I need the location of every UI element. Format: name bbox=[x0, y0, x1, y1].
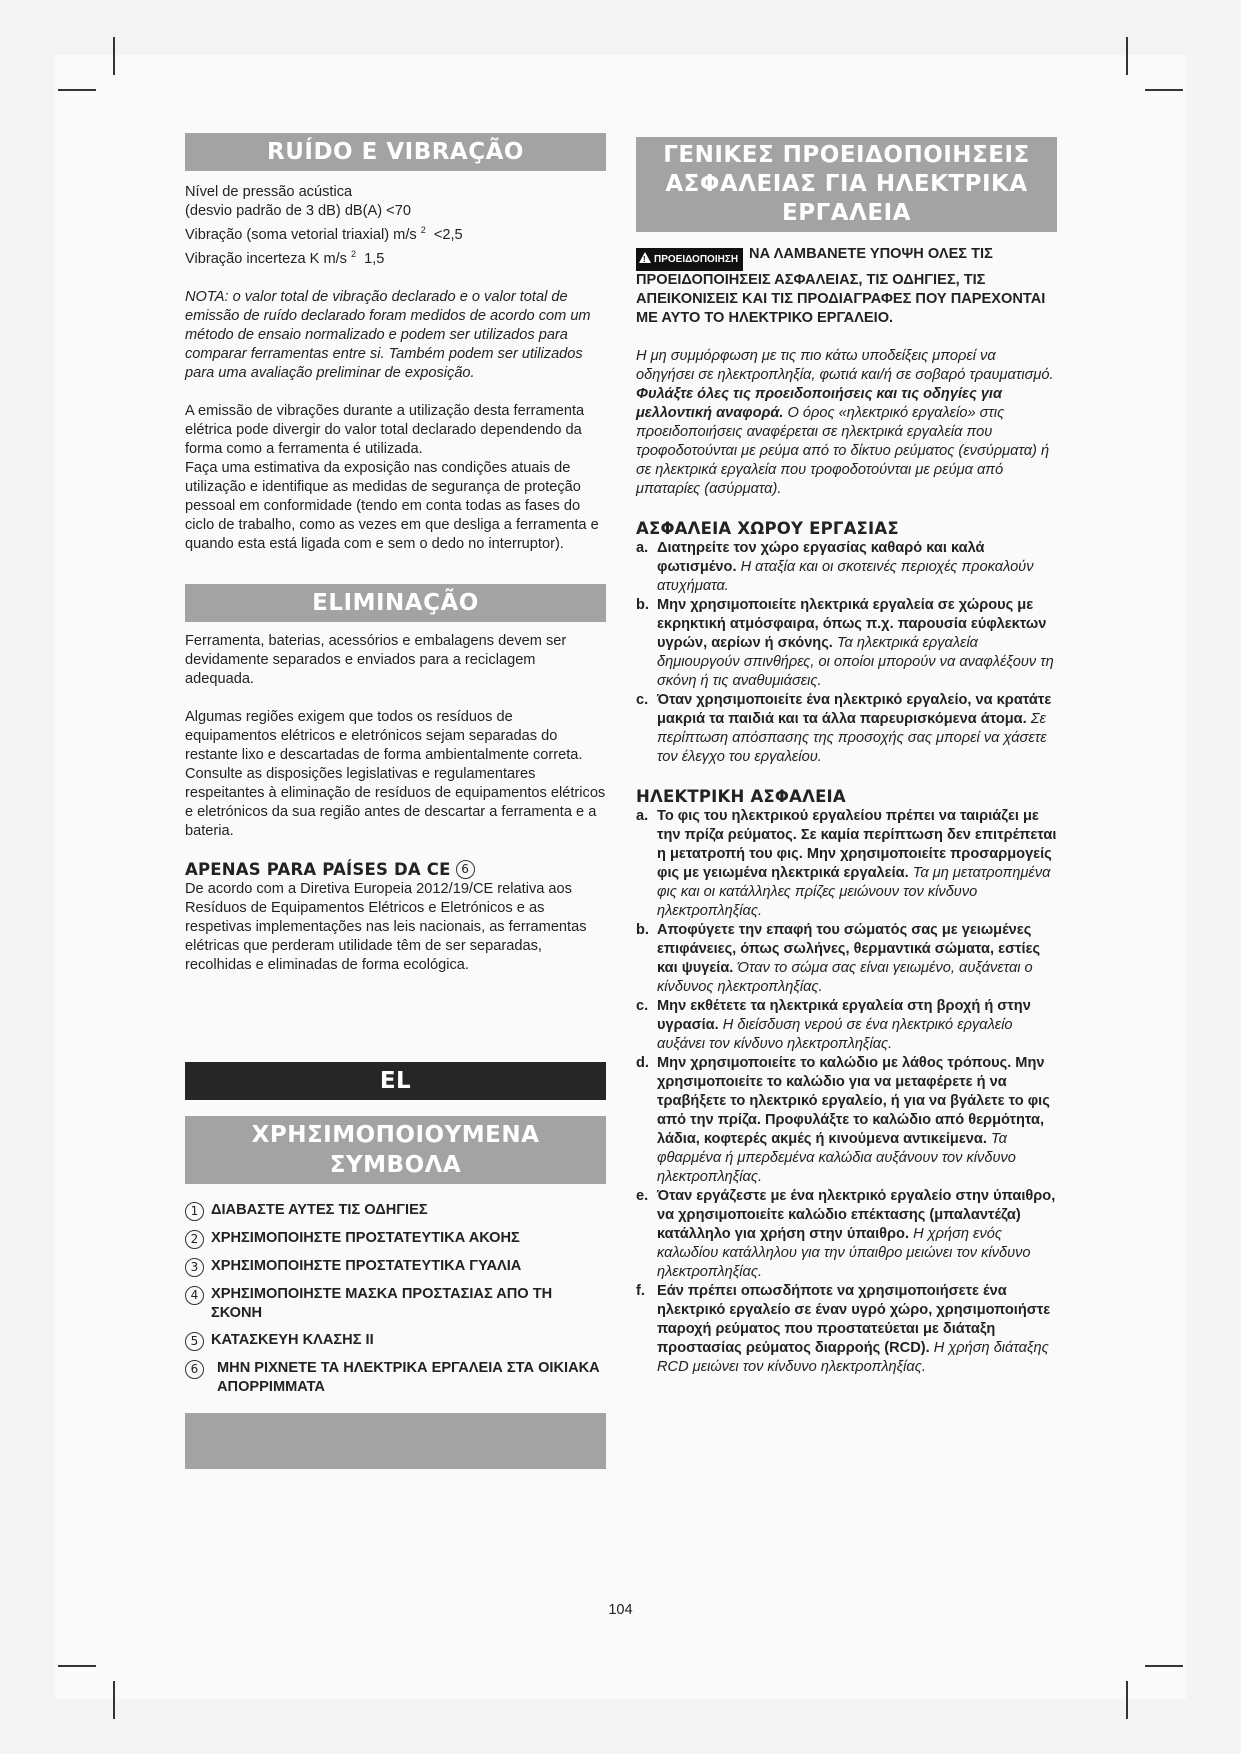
crop-mark bbox=[1145, 89, 1183, 91]
crop-mark bbox=[113, 1681, 115, 1719]
symbol-text: ΜΗΝ ΡΙΧΝΕΤΕ ΤΑ ΗΛΕΚΤΡΙΚΑ ΕΡΓΑΛΕΙΑ ΣΤΑ ΟΙΚΙΑΚΑ ΑΠΟΡΡΙΜΜΑΤΑ bbox=[217, 1359, 600, 1395]
symbol-text: ΚΑΤΑΣΚΕΥΗ ΚΛΑΣΗΣ II bbox=[211, 1331, 374, 1348]
noise-note: NOTA: o valor total de vibração declarado e o valor total de emissão de ruído declarado foram medidos de acordo com um método de ensaio normalizado e podem ser utilizados para comparar ferramentas entre si. Também podem ser utilizados para uma avaliação preliminar de exposição. bbox=[185, 288, 591, 381]
symbol-number: 5 bbox=[185, 1332, 204, 1351]
symbol-item bbox=[185, 1285, 606, 1323]
warning-block bbox=[636, 245, 1057, 328]
noise-vibration-banner: RUÍDO E VIBRAÇÃO bbox=[185, 133, 606, 171]
crop-mark bbox=[58, 1665, 96, 1667]
symbol-item bbox=[185, 1257, 606, 1277]
ce-text: De acordo com a Diretiva Europeia 2012/19/CE relativa aos Resíduos de Equipamentos Elétricos e Eletrónicos e as respetivas implementações nas leis nacionais, as ferramentas elétricas que perderam utilidade têm de ser separadas, recolhidas e eliminadas de forma ecológica. bbox=[185, 880, 587, 973]
symbol-text: ΧΡΗΣΙΜΟΠΟΙΗΣΤΕ ΜΑΣΚΑ ΠΡΟΣΤΑΣΙΑΣ ΑΠΟ ΤΗ ΣΚΟΝΗ bbox=[211, 1285, 553, 1321]
symbols-list bbox=[185, 1201, 606, 1397]
warning-triangle-icon bbox=[639, 252, 651, 263]
symbol-text: ΧΡΗΣΙΜΟΠΟΙΗΣΤΕ ΠΡΟΣΤΑΤΕΥΤΙΚΑ ΑΚΟΗΣ bbox=[211, 1229, 520, 1246]
list-item: c. Όταν χρησιμοποιείτε ένα ηλεκτρικό εργαλείο, να κρατάτε μακριά τα παιδιά και τα άλλα παρευρισκόμενα άτομα. Σε περίπτωση απόσπασης της προσοχής σας μπορεί να χάσετε τον έλεγχο του εργαλείου. bbox=[636, 692, 1052, 765]
symbol-number: 3 bbox=[185, 1258, 204, 1277]
crop-mark bbox=[1126, 37, 1128, 75]
empty-grey-banner bbox=[185, 1413, 606, 1469]
exposure-para: Faça uma estimativa da exposição nas condições atuais de utilização e identifique as medidas de segurança de proteção pessoal em conformidade (tendo em conta todas as fases do ciclo de trabalho, como as vezes em que desliga a ferramenta e quando esta está ligada com e sem o dedo no interruptor). bbox=[185, 459, 599, 552]
language-banner: EL bbox=[185, 1062, 606, 1100]
list-item: c. Μην εκθέτετε τα ηλεκτρικά εργαλεία στη βροχή ή στην υγρασία. Η διείσδυση νερού σε ένα ηλεκτρικό εργαλείο αυξάνει τον κίνδυνο ηλεκτροπληξίας. bbox=[636, 998, 1031, 1052]
spec-line: Nível de pressão acústica bbox=[185, 184, 353, 200]
list-item: f. Εάν πρέπει οπωσδήποτε να χρησιμοποιήσετε ένα ηλεκτρικό εργαλείο σε έναν υγρό χώρο, χρησιμοποιήστε παροχή ρεύματος που προστατεύεται με διάταξη προστασίας ρεύματος διαρροής (RCD). Η χρήση διάταξης RCD μειώνει τον κίνδυνο ηλεκτροπληξίας. bbox=[636, 1283, 1051, 1375]
list-item: a. Το φις του ηλεκτρικού εργαλείου πρέπει να ταιριάζει με την πρίζα ρεύματος. Σε καμία περίπτωση δεν επιτρέπεται η μετατροπή του φις. Μην χρησιμοποιείτε προσαρμογείς φις με γειωμένα ηλεκτρικά εργαλεία. Τα μη μετατροπημένα φις και οι κατάλληλες πρίζες μειώνουν τον κίνδυνο ηλεκτροπληξίας. bbox=[636, 808, 1057, 919]
symbols-banner: ΧΡΗΣΙΜΟΠΟΙΟΥΜΕΝΑ ΣΥΜΒΟΛΑ bbox=[185, 1116, 606, 1184]
weee-para: Algumas regiões exigem que todos os resíduos de equipamentos elétricos e eletrónicos sejam separadas do restante lixo e descartadas de forma ambientalmente correta. Consulte as disposições legislativas e regulamentares respeitantes à eliminação de resíduos de equipamentos elétricos e eletrónicos da sua região antes de descartar a ferramenta e a bateria. bbox=[185, 708, 606, 839]
disposal-banner: ELIMINAÇÃO bbox=[185, 584, 606, 622]
right-column bbox=[636, 137, 1057, 1377]
symbol-number: 2 bbox=[185, 1230, 204, 1249]
list-item: b. Μην χρησιμοποιείτε ηλεκτρικά εργαλεία σε χώρους με εκρηκτική ατμόσφαιρα, όπως π.χ. παρουσία εύφλεκτων υγρών, αερίων ή σκόνης. Τα ηλεκτρικά εργαλεία δημιουργούν σπινθήρες, οι οποίοι μπορούν να αναφλέξουν τη σκόνη ή τις αναθυμιάσεις. bbox=[636, 597, 1054, 689]
electrical-list bbox=[636, 807, 1057, 1377]
symbol-number: 6 bbox=[185, 1360, 204, 1379]
crop-mark bbox=[1145, 1665, 1183, 1667]
list-item: d. Μην χρησιμοποιείτε το καλώδιο με λάθος τρόπους. Μην χρησιμοποιείτε το καλώδιο για να μεταφέρετε ή να τραβήξετε το ηλεκτρικό εργαλείο, ή για να βγάλετε το φις από την πρίζα. Προφυλάξτε το καλώδιο από θερμότητα, λάδια, κοφτερές ακμές ή κινούμενα αντικείμενα. Τα φθαρμένα ή μπερδεμένα καλώδια αυξάνουν τον κίνδυνο ηλεκτροπληξίας. bbox=[636, 1055, 1050, 1185]
ce-heading-row bbox=[185, 859, 606, 880]
symbol-text: ΔΙΑΒΑΣΤΕ ΑΥΤΕΣ ΤΙΣ ΟΔΗΓΙΕΣ bbox=[211, 1201, 428, 1218]
noise-specs bbox=[185, 183, 606, 269]
intro-para: Η μη συμμόρφωση με τις πιο κάτω υποδείξεις μπορεί να οδηγήσει σε ηλεκτροπληξία, φωτιά και/ή σε σοβαρό τραυματισμό. Φυλάξτε όλες τις προειδοποιήσεις και τις οδηγίες για μελλοντική αναφορά. Ο όρος «ηλεκτρικό εργαλείο» στις προειδοποιήσεις αναφέρεται σε ηλεκτρικά εργαλεία που τροφοδοτούνται με ρεύμα από το δίκτυο ρεύματος (ενσύρματα) ή σε ηλεκτρικά εργαλεία που τροφοδοτούνται με ρεύμα από μπαταρίες (ασύρματα). bbox=[636, 348, 1054, 497]
warning-text-line: !ΠΡΟΕΙΔΟΠΟΙΗΣΗ ΝΑ ΛΑΜΒΑΝΕΤΕ ΥΠΟΨΗ ΟΛΕΣ ΤΙΣ ΠΡΟΕΙΔΟΠΟΙΗΣΕΙΣ ΑΣΦΑΛΕΙΑΣ, ΤΙΣ ΟΔΗΓΙΕΣ, ΤΙΣ ΑΠΕΙΚΟΝΙΣΕΙΣ ΚΑΙ ΤΙΣ ΠΡΟΔΙΑΓΡΑΦΕΣ ΠΟΥ ΠΑΡΕΧΟΝΤΑΙ ΜΕ ΑΥΤΟ ΤΟ ΗΛΕΚΤΡΙΚΟ ΕΡΓΑΛΕΙΟ. bbox=[636, 245, 1057, 328]
list-item: b. Αποφύγετε την επαφή του σώματός σας με γειωμένες επιφάνειες, όπως σωλήνες, θερμαντικά σώματα, εστίες και ψυγεία. Όταν το σώμα σας είναι γειωμένο, αυξάνεται ο κίνδυνος ηλεκτροπληξίας. bbox=[636, 922, 1041, 995]
ce-heading: APENAS PARA PAÍSES DA CE bbox=[185, 859, 451, 879]
symbol-number: 1 bbox=[185, 1202, 204, 1221]
crop-mark bbox=[1126, 1681, 1128, 1719]
symbol-text: ΧΡΗΣΙΜΟΠΟΙΗΣΤΕ ΠΡΟΣΤΑΤΕΥΤΙΚΑ ΓΥΑΛΙΑ bbox=[211, 1257, 522, 1274]
disposal-para: Ferramenta, baterias, acessórios e embalagens devem ser devidamente separados e enviados para a reciclagem adequada. bbox=[185, 632, 567, 687]
spec-line: Vibração (soma vetorial triaxial) m/s $^2$ <2,5 bbox=[185, 225, 463, 243]
crop-mark bbox=[113, 37, 115, 75]
symbol-item bbox=[185, 1201, 606, 1221]
bin-symbol-number: 6 bbox=[456, 860, 475, 879]
list-item: e. Όταν εργάζεστε με ένα ηλεκτρικό εργαλείο στην ύπαιθρο, να χρησιμοποιείτε καλώδιο επέκτασης (μπαλαντέζα) κατάλληλο για χρήση στην ύπαιθρο. Η χρήση ενός καλωδίου κατάλληλου για την ύπαιθρο μειώνει τον κίνδυνο ηλεκτροπληξίας. bbox=[636, 1188, 1056, 1280]
spec-line: Vibração incerteza K m/s $^2$ 1,5 bbox=[185, 248, 385, 267]
electrical-heading: ΗΛΕΚΤΡΙΚΗ ΑΣΦΑΛΕΙΑ bbox=[636, 787, 846, 806]
page-number: 104 bbox=[608, 1602, 633, 1618]
safety-warnings-banner: ΓΕΝΙΚΕΣ ΠΡΟΕΙΔΟΠΟΙΗΣΕΙΣ ΑΣΦΑΛΕΙΑΣ ΓΙΑ ΗΛΕΚΤΡΙΚΑ ΕΡΓΑΛΕΙΑ bbox=[636, 137, 1057, 232]
left-column bbox=[185, 133, 606, 1469]
warning-badge: !ΠΡΟΕΙΔΟΠΟΙΗΣΗ bbox=[636, 248, 743, 271]
spec-line: (desvio padrão de 3 dB) dB(A) <70 bbox=[185, 203, 411, 219]
work-area-list bbox=[636, 539, 1057, 767]
list-item: a. Διατηρείτε τον χώρο εργασίας καθαρό και καλά φωτισμένο. Η αταξία και οι σκοτεινές περιοχές προκαλούν ατυχήματα. bbox=[636, 540, 1034, 594]
vibration-para: A emissão de vibrações durante a utilização desta ferramenta elétrica pode divergir do valor total declarado dependendo da forma como a ferramenta é utilizada. bbox=[185, 402, 585, 457]
work-area-heading: ΑΣΦΑΛΕΙΑ ΧΩΡΟΥ ΕΡΓΑΣΙΑΣ bbox=[636, 519, 899, 538]
symbol-item bbox=[185, 1359, 606, 1397]
symbol-number: 4 bbox=[185, 1286, 204, 1305]
symbol-item bbox=[185, 1229, 606, 1249]
symbol-item bbox=[185, 1331, 606, 1351]
crop-mark bbox=[58, 89, 96, 91]
